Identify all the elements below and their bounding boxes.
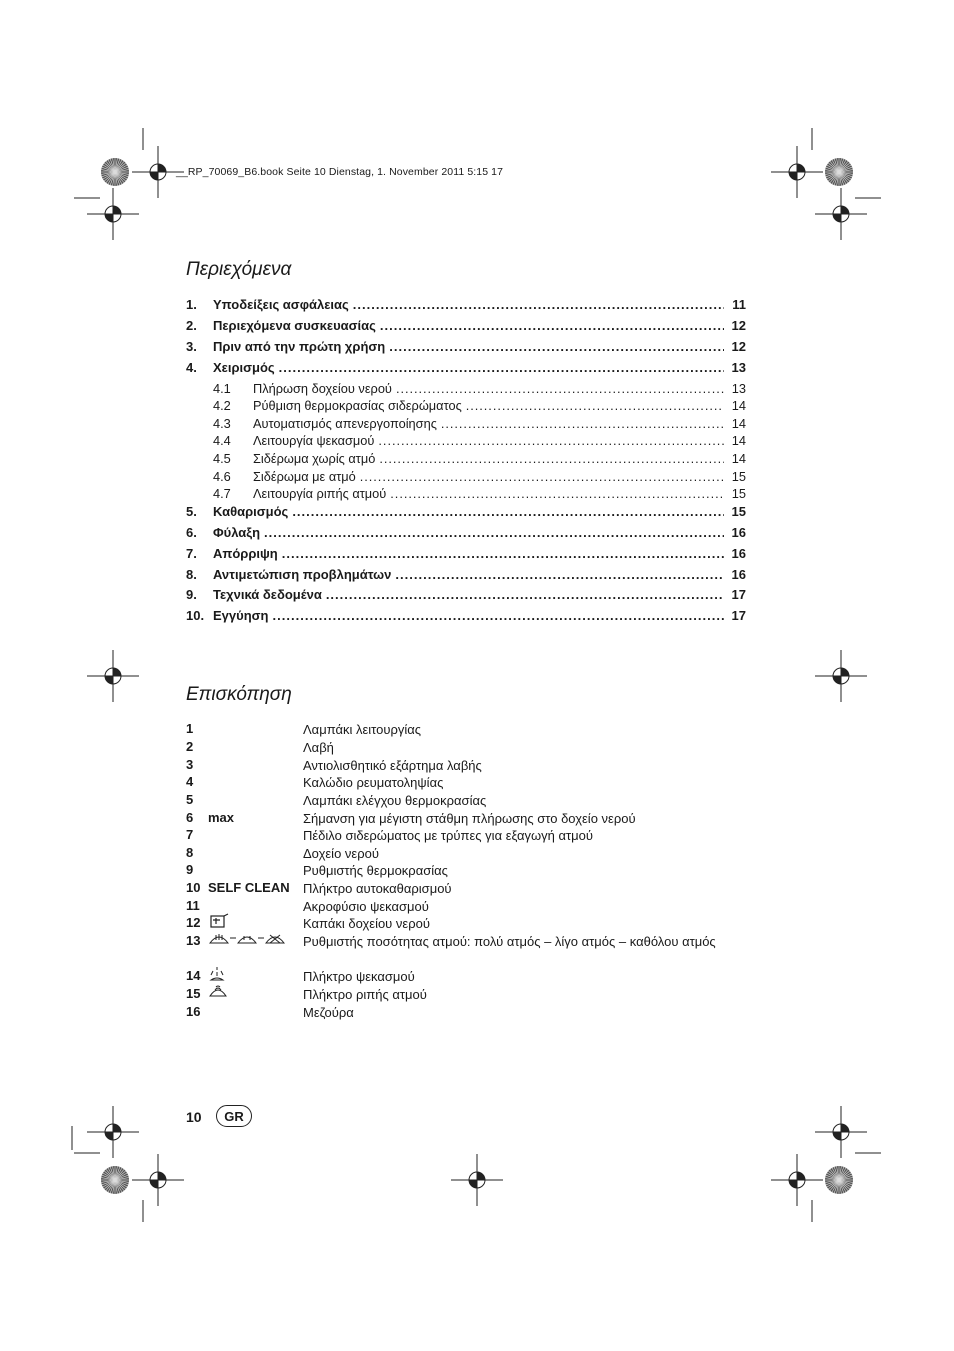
toc-entry [186,587,746,603]
toc-entry [186,525,746,541]
overview-item-description: Πλήκτρο ριπής ατμού [303,987,427,1002]
toc-entry [213,486,746,502]
registration-crosshair [132,1154,184,1206]
overview-item-label: SELF CLEAN [208,880,290,895]
toc-entry-page: 14 [731,416,746,431]
steam-burst-icon [208,984,228,1000]
overview-item [186,968,746,986]
registration-crosshair [771,1154,823,1206]
toc-entry-number: 6. [186,525,197,540]
print-file-header: __RP_70069_B6.book Seite 10 Dienstag, 1. November 2011 5:15 17 [176,166,504,178]
toc-entry-title: Πριν από την πρώτη χρήση [213,339,386,354]
toc-entry [186,318,746,334]
overview-item-description: Λαμπάκι λειτουργίας [303,722,422,737]
toc-entry-title: Σιδέρωμα με ατμό [253,469,356,484]
overview-item [186,721,746,739]
page-number: 10 [186,1109,202,1125]
toc-entry [213,416,746,432]
overview-item-description: Πέδιλο σιδερώματος με τρύπες για εξαγωγή ατμού [303,828,593,843]
toc-entry-page: 13 [731,381,746,396]
country-badge: GR [216,1105,252,1127]
overview-item-description: Λαμπάκι ελέγχου θερμοκρασίας [303,793,487,808]
overview-item-number: 1 [186,721,194,736]
toc-entry-page: 15 [731,469,746,484]
toc-leader-dots [390,486,724,501]
toc-entry-number: 4.2 [213,398,231,413]
toc-leader-dots [279,360,724,375]
toc-entry-page: 15 [731,486,746,501]
toc-entry-page: 12 [731,318,746,333]
overview-item-description: Ρυθμιστής ποσότητας ατμού: πολύ ατμός – λίγο ατμός – καθόλου ατμός [303,934,716,949]
toc-entry-number: 4.1 [213,381,231,396]
toc-entry-page: 15 [731,504,746,519]
overview-item-description: Καλώδιο ρευματοληψίας [303,775,444,790]
overview-item-number: 2 [186,739,194,754]
toc-entry-number: 10. [186,608,205,623]
toc-entry-page: 14 [731,451,746,466]
toc-entry-title: Φύλαξη [213,525,261,540]
overview-item [186,933,746,951]
toc-entry-page: 16 [731,525,746,540]
registration-crosshair [815,188,867,240]
toc-entry [213,451,746,467]
overview-item [186,986,746,1004]
toc-entry [213,469,746,485]
overview-item-description: Πλήκτρο ψεκασμού [303,969,415,984]
toc-entry [186,546,746,562]
toc-entry-number: 4.6 [213,469,231,484]
toc-entry [186,360,746,376]
toc-entry-number: 3. [186,339,197,354]
overview-item-description: Πλήκτρο αυτοκαθαρισμού [303,881,452,896]
overview-item-number: 13 [186,933,201,948]
toc-entry-number: 1. [186,297,197,312]
toc-leader-dots [396,381,724,396]
toc-leader-dots [441,416,724,431]
overview-item-number: 8 [186,845,194,860]
toc-leader-dots [380,318,724,333]
registration-crosshair [451,1154,503,1206]
overview-item-description: Καπάκι δοχείου νερού [303,916,430,931]
overview-item-number: 14 [186,968,201,983]
toc-entry-page: 12 [731,339,746,354]
overview-item-number: 4 [186,774,194,789]
toc-entry-number: 4. [186,360,197,375]
toc-entry-page: 11 [732,297,746,312]
toc-entry-title: Λειτουργία ψεκασμού [253,433,375,448]
toc-entry [186,567,746,583]
toc-entry-page: 17 [731,587,746,602]
toc-entry-title: Πλήρωση δοχείου νερού [253,381,392,396]
toc-entry-number: 7. [186,546,197,561]
registration-crosshair [132,146,184,198]
toc-entry-number: 8. [186,567,197,582]
toc-entry-title: Καθαρισμός [213,504,289,519]
overview-item [186,827,746,845]
overview-item [186,880,746,898]
toc-entry-title: Αντιμετώπιση προβλημάτων [213,567,392,582]
registration-crosshair [87,188,139,240]
overview-title: Επισκόπηση [186,684,292,705]
overview-item-label: max [208,810,235,825]
overview-item-description: Αντιολισθητικό εξάρτημα λαβής [303,758,482,773]
overview-item-number: 16 [186,1004,201,1019]
overview-item-description: Λαβή [303,740,334,755]
toc-entry-page: 17 [731,608,746,623]
toc-entry [213,381,746,397]
overview-item-description: Δοχείο νερού [303,846,379,861]
overview-item-number: 10 [186,880,201,895]
toc-leader-dots [389,339,724,354]
overview-item-number: 15 [186,986,201,1001]
toc-entry [213,398,746,414]
toc-entry-title: Υποδείξεις ασφάλειας [213,297,349,312]
toc-leader-dots [379,451,724,466]
toc-entry-title: Εγγύηση [213,608,269,623]
registration-crosshair [771,146,823,198]
toc-entry-page: 16 [731,546,746,561]
color-starburst-mark [825,1166,853,1194]
color-starburst-mark [101,158,129,186]
overview-item-description: Ρυθμιστής θερμοκρασίας [303,863,448,878]
toc-entry-title: Χειρισμός [213,360,275,375]
toc-entry-title: Σιδέρωμα χωρίς ατμό [253,451,376,466]
toc-leader-dots [378,433,724,448]
toc-entry-number: 4.5 [213,451,231,466]
overview-item-description: Σήμανση για μέγιστη στάθμη πλήρωσης στο δοχείο νερού [303,811,636,826]
registration-crosshair [815,1106,867,1158]
toc-leader-dots [395,567,724,582]
registration-crosshair [87,1106,139,1158]
toc-entry-number: 5. [186,504,197,519]
toc-entry-number: 4.3 [213,416,231,431]
overview-item [186,1004,746,1022]
overview-item-description: Μεζούρα [303,1005,354,1020]
toc-entry-title: Απόρριψη [213,546,278,561]
overview-item [186,757,746,775]
overview-item [186,739,746,757]
overview-item-number: 3 [186,757,194,772]
toc-entry-title: Περιεχόμενα συσκευασίας [213,318,376,333]
overview-item-number: 6 [186,810,194,825]
color-starburst-mark [825,158,853,186]
toc-leader-dots [272,608,724,623]
toc-entry-page: 14 [731,398,746,413]
toc-entry-page: 13 [731,360,746,375]
contents-title: Περιεχόμενα [186,259,292,280]
toc-leader-dots [292,504,724,519]
toc-entry [213,433,746,449]
toc-entry-number: 2. [186,318,197,333]
overview-item-number: 12 [186,915,201,930]
overview-item [186,810,746,828]
toc-entry-title: Αυτοματισμός απενεργοποίησης [253,416,437,431]
registration-crosshair [815,650,867,702]
toc-entry [186,339,746,355]
toc-entry-title: Λειτουργία ριπής ατμού [253,486,387,501]
toc-entry-page: 16 [731,567,746,582]
toc-entry [186,608,746,624]
toc-leader-dots [353,297,724,312]
toc-entry-number: 4.4 [213,433,231,448]
spray-icon [208,966,226,982]
toc-entry [186,297,746,313]
overview-item-number: 5 [186,792,194,807]
toc-entry [186,504,746,520]
toc-entry-number: 9. [186,587,197,602]
toc-entry-title: Ρύθμιση θερμοκρασίας σιδερώματος [253,398,462,413]
water-tank-cap-icon [208,913,230,929]
overview-item-number: 7 [186,827,194,842]
overview-item [186,862,746,880]
toc-leader-dots [466,398,724,413]
overview-item-description: Ακροφύσιο ψεκασμού [303,899,429,914]
toc-entry-number: 4.7 [213,486,231,501]
overview-item [186,774,746,792]
toc-leader-dots [360,469,724,484]
toc-leader-dots [326,587,724,602]
toc-entry-title: Τεχνικά δεδομένα [213,587,322,602]
registration-crosshair [87,650,139,702]
overview-item [186,898,746,916]
toc-leader-dots [282,546,724,561]
overview-item-number: 11 [186,898,200,913]
toc-entry-page: 14 [731,433,746,448]
color-starburst-mark [101,1166,129,1194]
overview-item [186,792,746,810]
steam-level-icons [208,931,290,947]
overview-item-number: 9 [186,862,194,877]
toc-leader-dots [264,525,724,540]
overview-item [186,845,746,863]
